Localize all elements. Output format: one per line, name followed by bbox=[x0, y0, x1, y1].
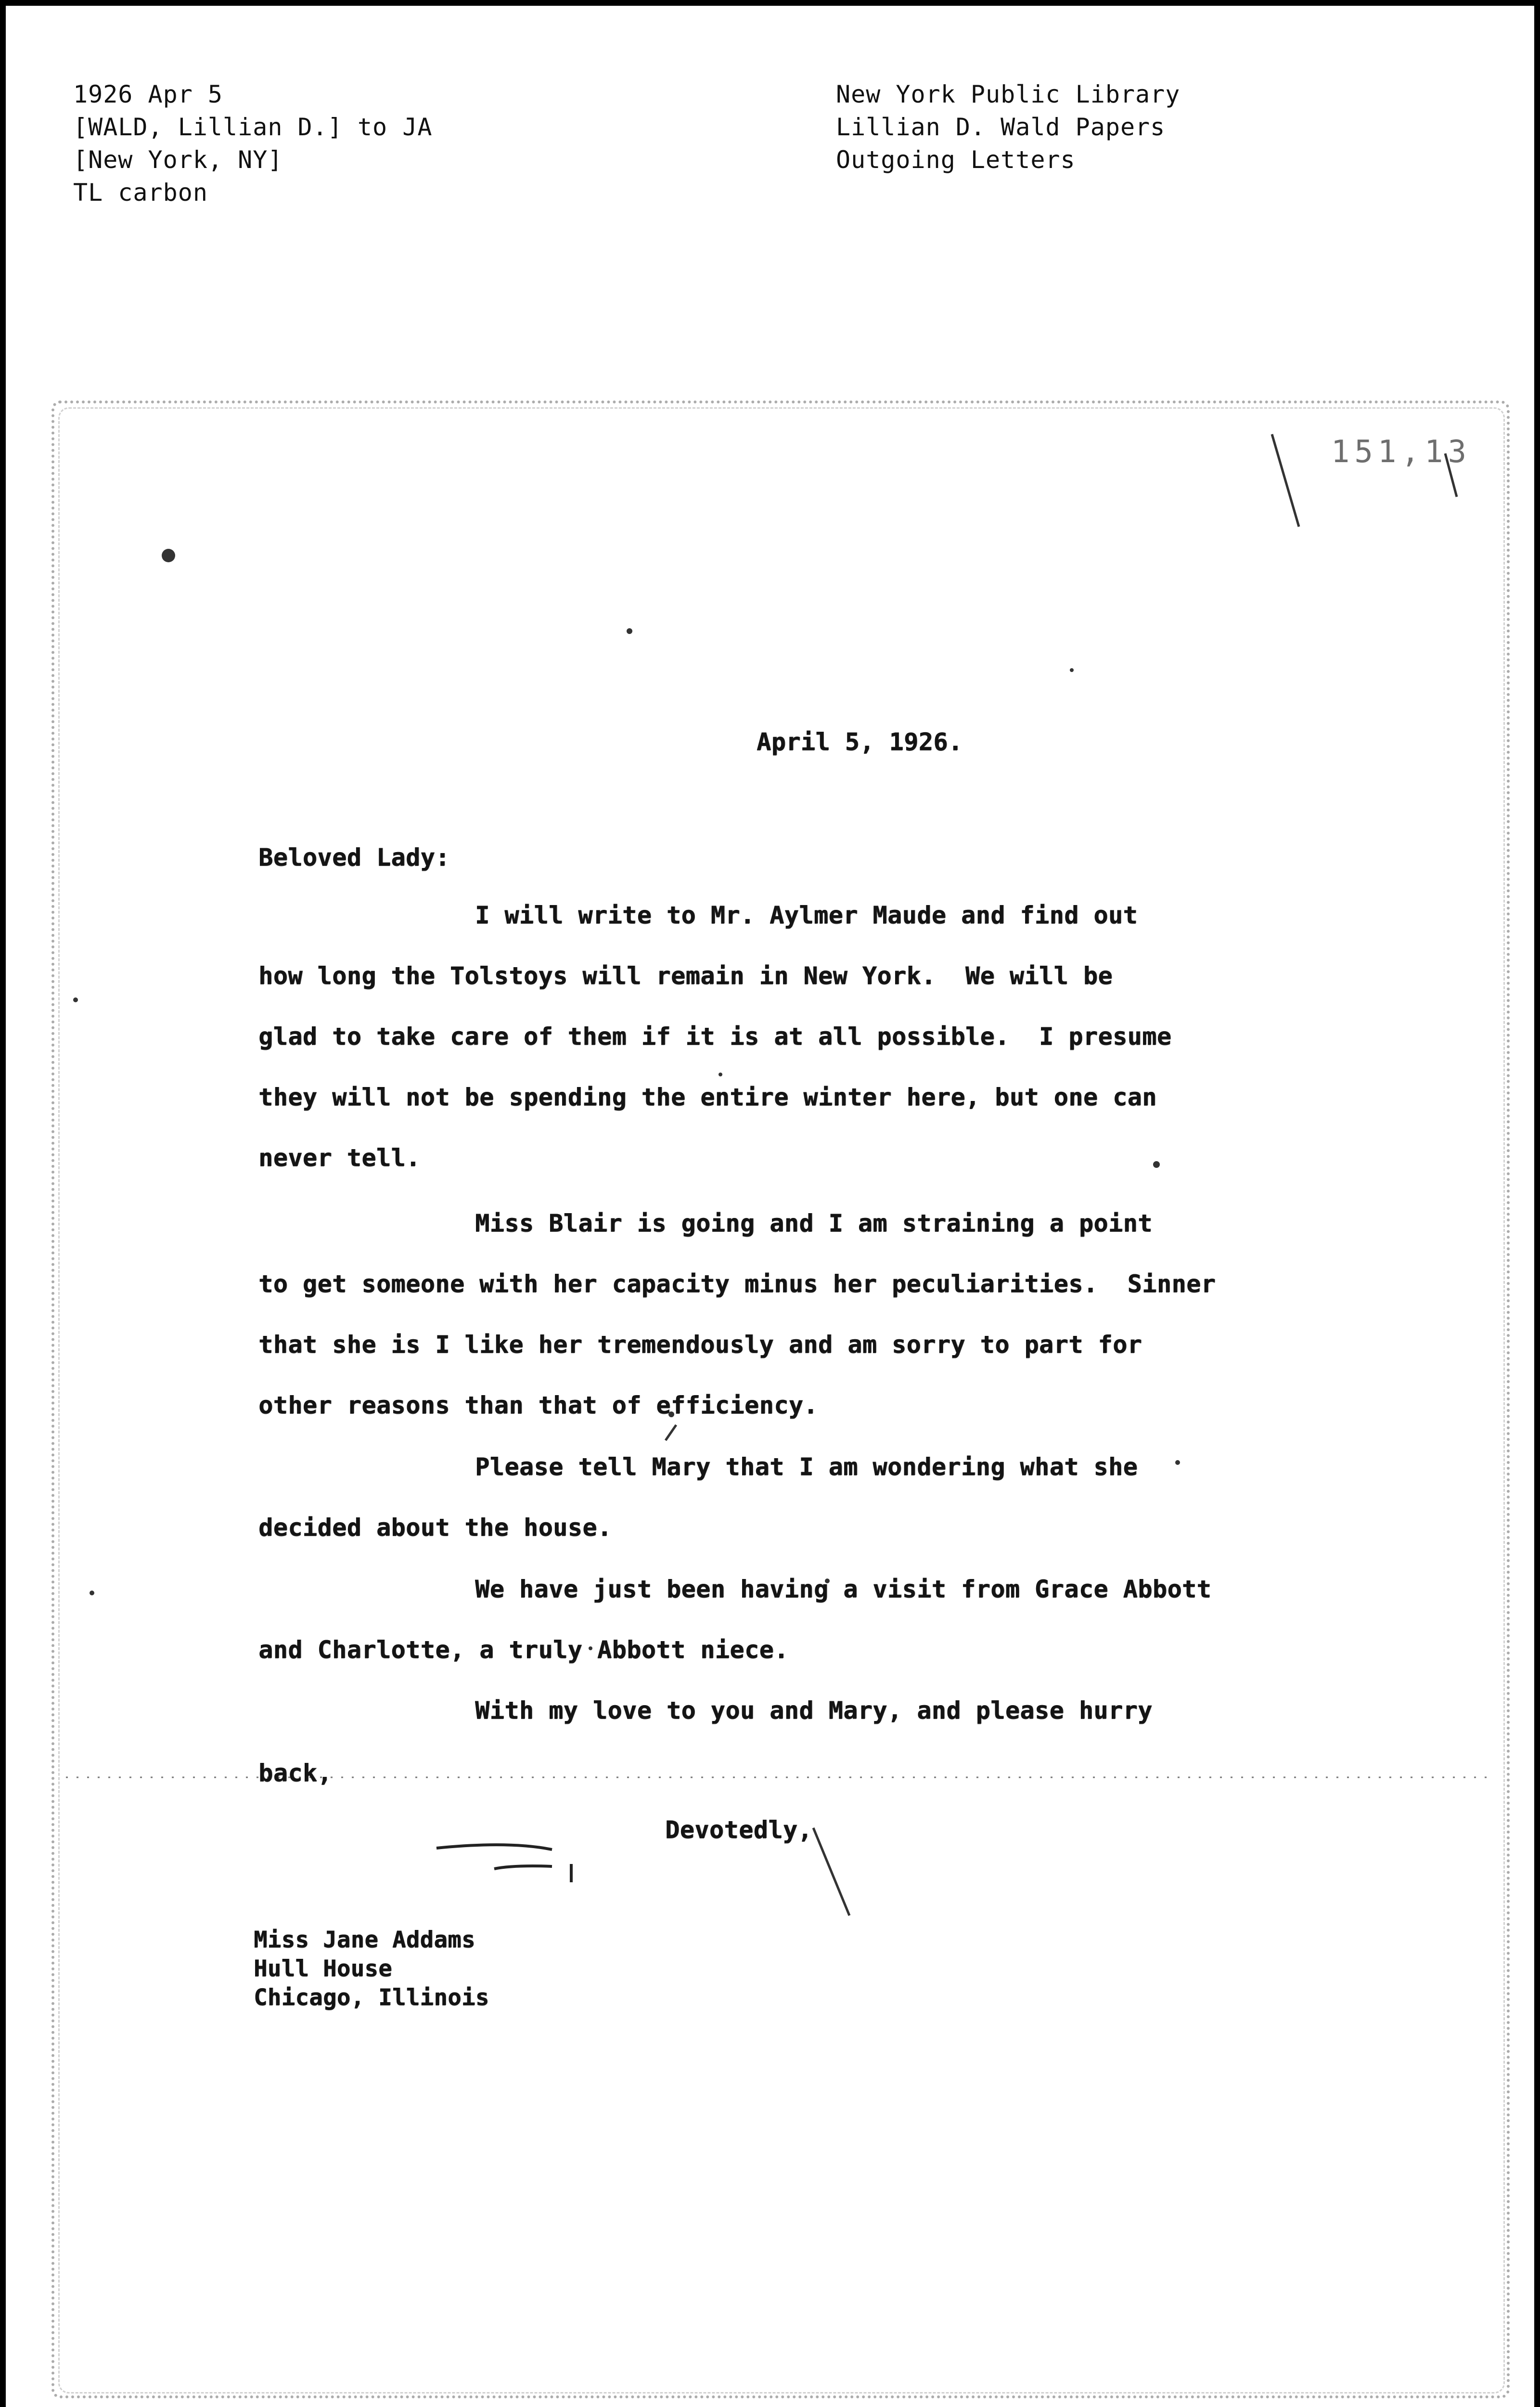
letter-scan bbox=[51, 401, 1510, 2398]
body-line: I will write to Mr. Aylmer Maude and find out bbox=[475, 901, 1138, 929]
catalog-line: [New York, NY] bbox=[73, 146, 283, 174]
body-line: that she is I like her tremendously and am sorry to part for bbox=[258, 1331, 1142, 1359]
body-line: decided about the house. bbox=[258, 1514, 612, 1541]
body-line: Miss Blair is going and I am straining a point bbox=[475, 1209, 1153, 1237]
recipient-name: Miss Jane Addams bbox=[254, 1927, 475, 1953]
body-line: and Charlotte, a truly Abbott niece. bbox=[258, 1636, 789, 1664]
body-line: With my love to you and Mary, and please hurry bbox=[475, 1696, 1153, 1724]
catalog-line: [WALD, Lillian D.] to JA bbox=[73, 113, 433, 141]
salutation: Beloved Lady: bbox=[258, 843, 450, 871]
document-page bbox=[6, 6, 1534, 2407]
catalog-header-right bbox=[836, 78, 1180, 176]
letter-date: April 5, 1926. bbox=[757, 728, 963, 756]
body-line: how long the Tolstoys will remain in New York. We will be bbox=[258, 962, 1113, 990]
recipient-address: Hull House bbox=[254, 1955, 392, 1982]
catalog-line: New York Public Library bbox=[836, 80, 1181, 108]
body-line: never tell. bbox=[258, 1144, 421, 1172]
body-line: glad to take care of them if it is at all possible. I presume bbox=[258, 1022, 1172, 1050]
catalog-line: Lillian D. Wald Papers bbox=[836, 113, 1166, 141]
closing: Devotedly, bbox=[665, 1816, 813, 1844]
body-line: other reasons than that of efficiency. bbox=[258, 1391, 818, 1419]
recipient-city: Chicago, Illinois bbox=[254, 1984, 489, 2011]
body-line: they will not be spending the entire winter here, but one can bbox=[258, 1083, 1157, 1111]
body-line: to get someone with her capacity minus her peculiarities. Sinner bbox=[258, 1270, 1216, 1298]
catalog-line: 1926 Apr 5 bbox=[73, 80, 223, 108]
body-line: We have just been having a visit from Grace Abbott bbox=[475, 1575, 1212, 1603]
catalog-line: Outgoing Letters bbox=[836, 146, 1076, 174]
catalog-line: TL carbon bbox=[73, 179, 208, 207]
body-line: Please tell Mary that I am wondering what she bbox=[475, 1453, 1138, 1481]
page-number-mark: 151,13 bbox=[1331, 434, 1471, 470]
catalog-header-left bbox=[73, 78, 432, 209]
body-line: back, bbox=[258, 1759, 333, 1787]
